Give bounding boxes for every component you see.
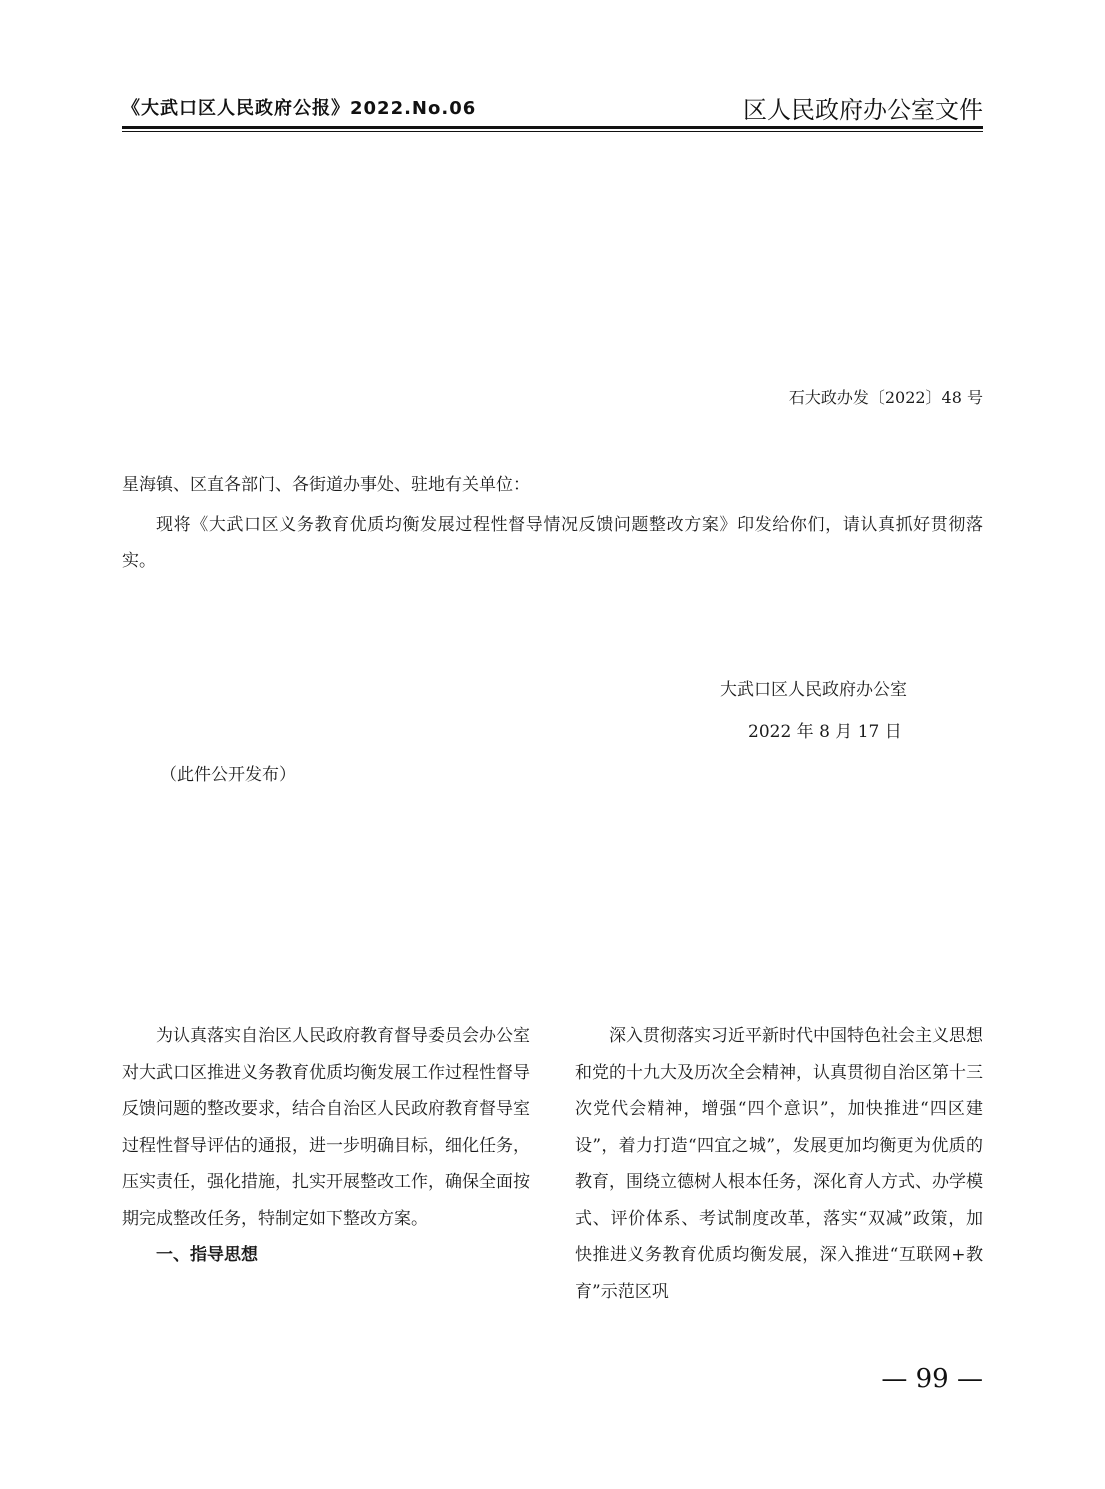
issuing-office: 大武口区人民政府办公室 — [720, 680, 907, 700]
section-category: 区人民政府办公室文件 — [743, 96, 983, 124]
recipients-line: 星海镇、区直各部门、各街道办事处、驻地有关单位： — [122, 475, 530, 495]
header-rule-thick — [122, 126, 983, 129]
journal-title: 《大武口区人民政府公报》2022.No.06 — [122, 98, 477, 119]
header-rule-thin — [122, 131, 983, 132]
plan-intro-paragraph: 为认真落实自治区人民政府教育督导委员会办公室对大武口区推进义务教育优质均衡发展工作过程性督导反馈问题的整改要求，结合自治区人民政府教育督导室过程性督导评估的通报，进一步明确目标，细化任务，压实责任，强化措施，扎实开展整改工作，确保全面按期完成整改任务，特制定如下整改方案。 — [122, 1026, 530, 1229]
public-release-note: （此件公开发布） — [160, 765, 296, 785]
page-number: — 99 — — [881, 1364, 983, 1394]
notice-body: 现将《大武口区义务教育优质均衡发展过程性督导情况反馈问题整改方案》印发给你们，请认真抓好贯彻落实。 — [122, 515, 983, 571]
section-heading-guiding-thought: 一、指导思想 — [156, 1245, 258, 1265]
left-column — [122, 1018, 530, 1274]
document-number: 石大政办发〔2022〕48 号 — [788, 388, 983, 407]
guiding-thought-paragraph: 深入贯彻落实习近平新时代中国特色社会主义思想和党的十九大及历次全会精神，认真贯彻自治区第十三次党代会精神，增强“四个意识”，加快推进“四区建设”，着力打造“四宜之城”，发展更加均衡更为优质的教育，围绕立德树人根本任务，深化育人方式、办学模式、评价体系、考试制度改革，落实“双减”政策，加快推进义务教育优质均衡发展，深入推进“互联网+教育”示范区巩 — [575, 1026, 983, 1302]
issue-date: 2022 年 8 月 17 日 — [748, 722, 902, 742]
right-column — [575, 1018, 983, 1310]
